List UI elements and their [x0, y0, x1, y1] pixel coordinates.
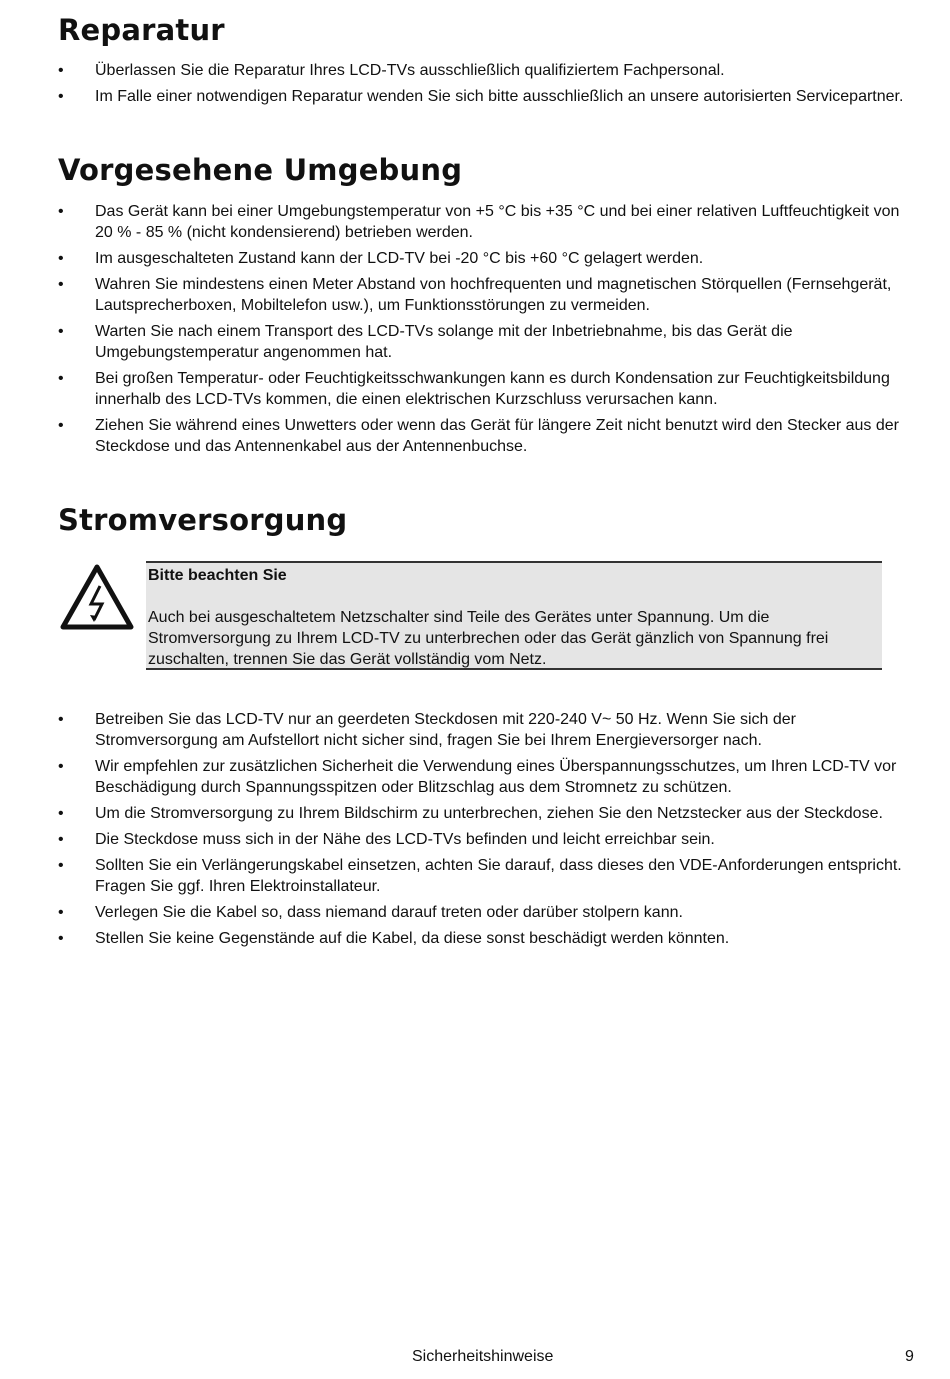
list-item: • Ziehen Sie während eines Unwetters oder wenn das Gerät für längere Zeit nicht benutzt wird den Stecker aus der Steckdose und das Antennenkabel aus der Antennenbuchse.	[58, 417, 899, 455]
page-number: 9	[905, 1348, 914, 1365]
high-voltage-warning-icon	[60, 564, 134, 630]
heading-power: Stromversorgung	[58, 503, 348, 537]
list-item: • Im Falle einer notwendigen Reparatur wenden Sie sich bitte ausschließlich an unsere autorisierten Servicepartner.	[58, 88, 904, 105]
list-environment	[58, 201, 913, 462]
heading-environment: Vorgesehene Umgebung	[58, 153, 463, 187]
list-item: • Verlegen Sie die Kabel so, dass niemand darauf treten oder darüber stolpern kann.	[58, 904, 683, 921]
list-item: • Wahren Sie mindestens einen Meter Abstand von hochfrequenten und magnetischen Störquellen (Fernsehgerät, Lautsprecherboxen, Mobiltelefon usw.), um Funktionsstörungen zu vermeiden.	[58, 276, 892, 314]
list-item: • Stellen Sie keine Gegenstände auf die Kabel, da diese sonst beschädigt werden könnten.	[58, 930, 730, 947]
list-item: • Überlassen Sie die Reparatur Ihres LCD-TVs ausschließlich qualifiziertem Fachpersonal.	[58, 62, 725, 79]
list-item: • Bei großen Temperatur- oder Feuchtigkeitsschwankungen kann es durch Kondensation zur Feuchtigkeitsbildung innerhalb des LCD-TVs kommen, die einen elektrischen Kurzschluss verursachen kann.	[58, 370, 890, 408]
list-item: • Wir empfehlen zur zusätzlichen Sicherheit die Verwendung eines Überspannungsschutzes, um Ihren LCD-TV vor Beschädigung durch Spannungsspitzen oder Blitzschlag aus dem Stromnetz zu schützen.	[58, 758, 897, 796]
notice-box	[146, 561, 882, 670]
list-item: • Im ausgeschalteten Zustand kann der LCD-TV bei -20 °C bis +60 °C gelagert werden.	[58, 250, 704, 267]
list-item: • Warten Sie nach einem Transport des LCD-TVs solange mit der Inbetriebnahme, bis das Gerät die Umgebungstemperatur angenommen hat.	[58, 323, 793, 361]
list-item: • Das Gerät kann bei einer Umgebungstemperatur von +5 °C bis +35 °C und bei einer relativen Luftfeuchtigkeit von 20 % - 85 % (nicht kondensierend) betrieben werden.	[58, 203, 900, 241]
list-item: • Um die Stromversorgung zu Ihrem Bildschirm zu unterbrechen, ziehen Sie den Netzstecker aus der Steckdose.	[58, 805, 883, 822]
notice-text: Auch bei ausgeschaltetem Netzschalter sind Teile des Gerätes unter Spannung. Um die Stromversorgung zu Ihrem LCD-TV zu unterbrechen oder das Gerät gänzlich von Spannung frei zuschalten, trennen Sie das Gerät vollständig vom Netz.	[148, 609, 829, 668]
notice-title: Bitte beachten Sie	[148, 567, 287, 584]
footer-section-title: Sicherheitshinweise	[412, 1348, 554, 1365]
list-power	[58, 709, 913, 954]
list-item: • Betreiben Sie das LCD-TV nur an geerdeten Steckdosen mit 220-240 V~ 50 Hz. Wenn Sie sich der Stromversorgung am Aufstellort nicht sicher sind, fragen Sie bei Ihrem Energieversorger nach.	[58, 711, 796, 749]
heading-repair: Reparatur	[58, 13, 225, 47]
list-repair	[58, 60, 913, 112]
list-item: • Die Steckdose muss sich in der Nähe des LCD-TVs befinden und leicht erreichbar sein.	[58, 831, 715, 848]
list-item: • Sollten Sie ein Verlängerungskabel einsetzen, achten Sie darauf, dass dieses den VDE-Anforderungen entspricht. Fragen Sie ggf. Ihren Elektroinstallateur.	[58, 857, 902, 895]
